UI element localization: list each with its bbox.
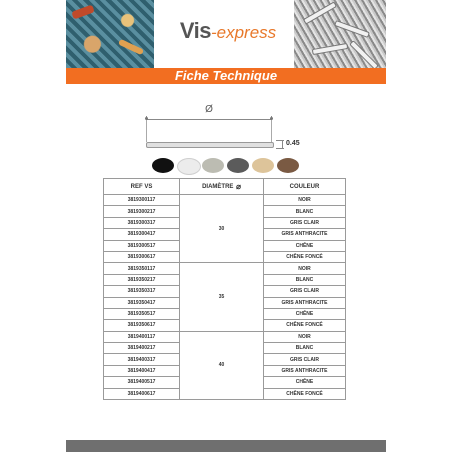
color-cell: NOIR — [264, 263, 346, 274]
table-row — [104, 263, 346, 274]
ref-cell: 3819300317 — [104, 217, 180, 228]
ref-cell: 3819300117 — [104, 195, 180, 206]
ref-cell: 3819300417 — [104, 229, 180, 240]
color-cell: GRIS ANTHRACITE — [264, 365, 346, 376]
color-cell: CHÊNE FONCÉ — [264, 251, 346, 262]
color-cell: GRIS CLAIR — [264, 217, 346, 228]
footer-bar — [66, 440, 386, 452]
screw-shape — [303, 1, 337, 24]
ref-cell: 3819350517 — [104, 308, 180, 319]
color-cell: GRIS ANTHRACITE — [264, 297, 346, 308]
diameter-cell: 40 — [180, 331, 264, 399]
color-cell: BLANC — [264, 274, 346, 285]
cap-profile — [146, 142, 274, 148]
ref-cell: 3819400217 — [104, 343, 180, 354]
ref-cell: 3819300217 — [104, 206, 180, 217]
ref-cell: 3819400517 — [104, 377, 180, 388]
screw-shape — [349, 40, 379, 70]
color-cell: CHÊNE FONCÉ — [264, 320, 346, 331]
screw-shape — [312, 43, 348, 55]
ref-cell: 3819400317 — [104, 354, 180, 365]
ref-cell: 3819350317 — [104, 286, 180, 297]
header-color: COULEUR — [264, 179, 346, 195]
header-photo-tools — [66, 0, 154, 68]
ref-cell: 3819350617 — [104, 320, 180, 331]
swatch-chene — [252, 158, 274, 173]
swatch-noir — [152, 158, 174, 173]
banner-title: Fiche Technique — [66, 68, 386, 84]
screw-shape — [334, 20, 370, 38]
header-diameter-label: DIAMÈTRE — [202, 184, 234, 191]
color-cell: CHÊNE — [264, 377, 346, 388]
table-body — [104, 195, 346, 400]
color-cell: GRIS CLAIR — [264, 354, 346, 365]
tool-shape — [71, 4, 94, 19]
brand-suffix: -express — [210, 23, 277, 42]
swatch-blanc — [177, 158, 201, 175]
color-cell: BLANC — [264, 206, 346, 217]
color-cell: GRIS CLAIR — [264, 286, 346, 297]
header-photo-screws — [294, 0, 386, 68]
thickness-dimension — [282, 140, 283, 149]
ref-cell: 3819400417 — [104, 365, 180, 376]
ref-cell: 3819400117 — [104, 331, 180, 342]
color-cell: GRIS ANTHRACITE — [264, 229, 346, 240]
ref-cell: 3819300617 — [104, 251, 180, 262]
header-diameter — [180, 179, 264, 195]
specification-table — [103, 178, 346, 400]
brand-logo — [178, 18, 278, 48]
thickness-label: 0.45 — [286, 140, 300, 147]
diameter-cell: 35 — [180, 263, 264, 331]
swatch-gris-anthracite — [227, 158, 249, 173]
color-cell: CHÊNE FONCÉ — [264, 388, 346, 399]
header-ref: REF VS — [104, 179, 180, 195]
color-cell: NOIR — [264, 195, 346, 206]
diameter-icon: ⌀ — [236, 182, 241, 191]
color-cell: BLANC — [264, 343, 346, 354]
color-cell: CHÊNE — [264, 240, 346, 251]
ref-cell: 3819400617 — [104, 388, 180, 399]
header — [66, 0, 386, 83]
color-cell: CHÊNE — [264, 308, 346, 319]
table-header-row — [104, 179, 346, 195]
ref-cell: 3819350217 — [104, 274, 180, 285]
technical-sheet-page — [66, 0, 386, 452]
diameter-symbol: Ø — [205, 104, 213, 115]
table-row — [104, 331, 346, 342]
diameter-dimension-line — [146, 119, 272, 120]
color-cell: NOIR — [264, 331, 346, 342]
swatch-chene-fonce — [277, 158, 299, 173]
brand-main: Vis — [179, 18, 211, 43]
tool-shape — [118, 39, 144, 55]
ref-cell: 3819350417 — [104, 297, 180, 308]
diameter-cell: 30 — [180, 195, 264, 263]
swatch-gris-clair — [202, 158, 224, 173]
extension-line — [271, 120, 272, 142]
ref-cell: 3819350117 — [104, 263, 180, 274]
ref-cell: 3819300517 — [104, 240, 180, 251]
extension-line — [146, 120, 147, 142]
table-row — [104, 195, 346, 206]
